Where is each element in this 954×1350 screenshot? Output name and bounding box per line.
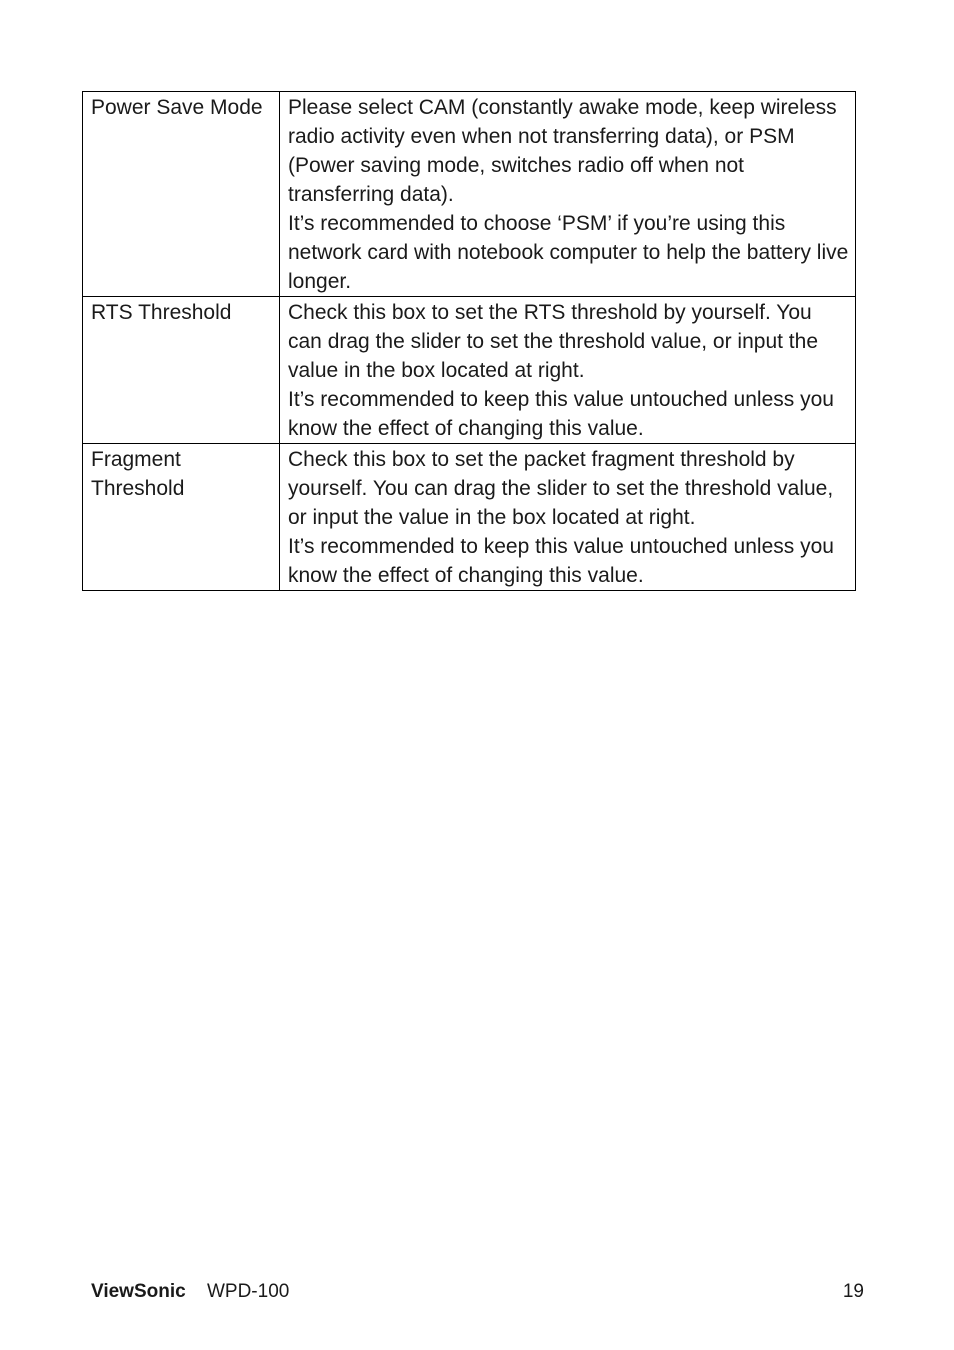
setting-description-paragraph: It’s recommended to keep this value untouched unless you know the effect of changing this value. [288,388,834,440]
table-row [83,92,856,297]
setting-description-paragraph: Please select CAM (constantly awake mode, keep wireless radio activity even when not transferring data), or PSM (Power saving mode, switches radio off when not transferring data). [288,96,837,206]
setting-name: Fragment Threshold [91,448,185,500]
setting-name-cell [83,444,280,591]
table-row [83,297,856,444]
setting-description-paragraph: Check this box to set the RTS threshold by yourself. You can drag the slider to set the threshold value, or input the value in the box located at right. [288,301,818,382]
page-footer [91,1281,289,1303]
setting-description-cell [280,297,856,444]
setting-description-cell [280,92,856,297]
footer-brand: ViewSonic [91,1281,186,1302]
footer-model: WPD-100 [206,1281,290,1302]
setting-name: Power Save Mode [91,96,263,119]
setting-description-paragraph: It’s recommended to choose ‘PSM’ if you’re using this network card with notebook computer to help the battery live longer. [288,212,849,293]
page-number: 19 [842,1281,864,1302]
setting-description-paragraph: It’s recommended to keep this value untouched unless you know the effect of changing this value. [288,535,834,587]
table-row [83,444,856,591]
setting-description-cell [280,444,856,591]
setting-name-cell [83,297,280,444]
settings-table [82,91,856,591]
setting-name: RTS Threshold [91,301,232,324]
setting-description-paragraph: Check this box to set the packet fragment threshold by yourself. You can drag the slider to set the threshold value, or input the value in the box located at right. [288,448,834,529]
setting-name-cell [83,92,280,297]
